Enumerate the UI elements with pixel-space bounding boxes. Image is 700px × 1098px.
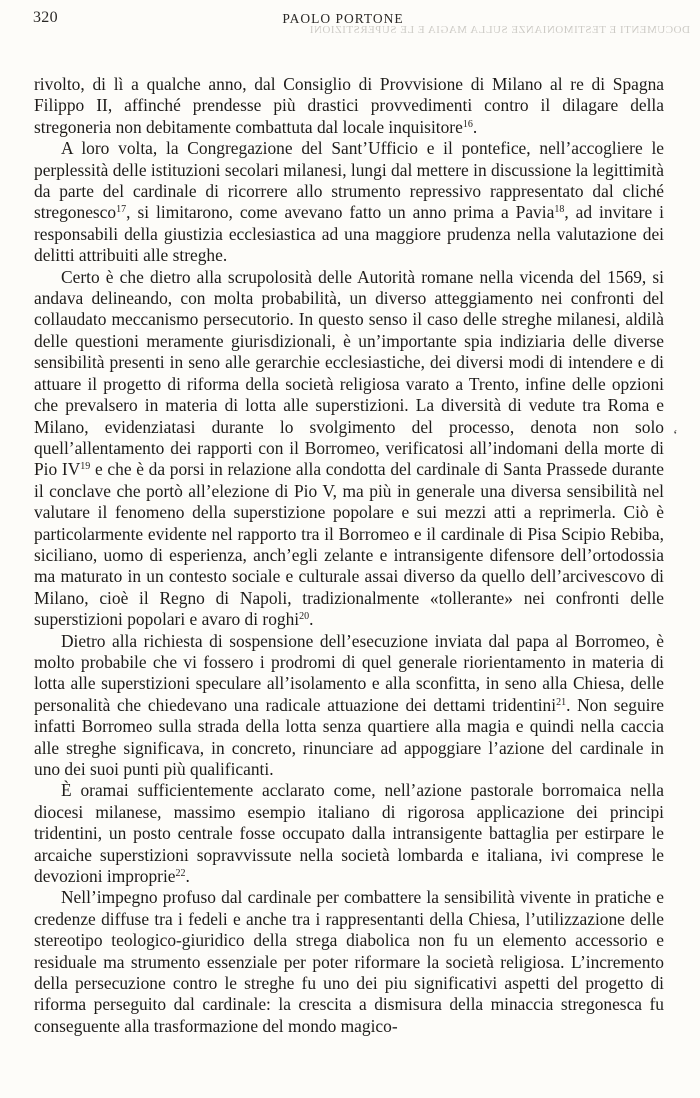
paragraph: [34, 780, 664, 887]
text-run: A loro volta, la Congregazione del Sant’Ufficio e il pontefice, nell’accogliere le perplessità delle istituzioni secolari milanesi, lungi dal mettere in discussione la legittimità da parte del cardinale di ricorrere allo strumento repressivo rappresentato dal cliché stregonesco: [34, 138, 664, 223]
text-run: . Non seguire infatti Borromeo sulla strada della lotta senza quartiere alla magia e quindi nella caccia alle streghe significava, in concreto, rinunciare ad appoggiare l’azione del cardinale in uno dei suoi punti più qualificanti.: [34, 694, 665, 779]
text-run: Dietro alla richiesta di sospensione dell’esecuzione inviata dal papa al Borromeo, è molto probabile che vi fossero i prodromi di quel generale riorientamento in materia di lotta alle superstizioni speculare all’isolamento e alla sconfitta, in seno alla Chiesa, delle personalità che chiedevano una radicale attuazione dei dettami tridentini: [34, 630, 664, 715]
text-run: .: [185, 866, 190, 887]
paragraph: [34, 267, 664, 631]
text-run: Certo è che dietro alla scrupolosità delle Autorità romane nella vicenda del 1569, si andava delineando, con molta probabilità, un diverso atteggiamento nei confronti del collaudato meccanismo persecutorio. In questo senso il caso delle streghe milanesi, aldilà delle questioni meramente giurisdizionali, è un’importante spia indiziaria delle diverse sensibilità presenti in seno alle gerarchie ecclesiastiche, dei diversi modi di intendere e di attuare il progetto di riforma della società religiosa varato a Trento, infine delle opzioni che prevalsero in materia di lotta alle superstizioni. La diversità di vedute tra Roma e Milano, evidenziatasi durante lo svolgimento del processo, denota non solo quell’allentamento dei rapporti con il Borromeo, verificatosi all’indomani della morte di Pio IV: [34, 266, 664, 480]
text-run: , ad invitare i responsabili della giustizia ecclesiastica ad una maggiore prudenza nella valutazione dei delitti attribuiti alle streghe.: [34, 202, 664, 266]
paragraph: [34, 631, 664, 781]
footnote-ref: 16: [462, 118, 473, 130]
text-run: e che è da porsi in relazione alla condotta del cardinale di Santa Prassede durante il conclave che portò all’elezione di Pio V, ma più in generale una diversa sensibilità nel valutare il fenomeno della superstizione popolare e sui mezzi atti a reprimerla. Ciò è particolarmente evidente nel rapporto tra il Borromeo e il cardinale di Pisa Scipio Rebiba, siciliano, uomo di esperienza, anch’egli zelante e intransigente difensore dell’ortodossia ma maturato in un contesto sociale e culturale assai diverso da quello dell’arcivescovo di Milano, cioè il Regno di Napoli, tradizionalmente «tollerante» nei confronti delle superstizioni popolari e avaro di roghi: [34, 459, 664, 630]
paragraph: [34, 74, 664, 138]
stray-mark: ʻ: [673, 428, 678, 443]
text-run: rivolto, di lì a qualche anno, dal Consiglio di Provvisione di Milano al re di Spagna Filippo II, affinché prendesse più drastici provvedimenti contro il dilagare della stregoneria non debitamente combattuta dal locale inquisitore: [34, 74, 664, 137]
running-head: PAOLO PORTONE: [282, 11, 404, 26]
footnote-ref: 20: [299, 611, 310, 623]
footnote-ref: 18: [554, 204, 565, 216]
text-run: È oramai sufficientemente acclarato come, nell’azione pastorale borromaica nella diocesi milanese, massimo esempio italiano di rigorosa applicazione dei principi tridentini, un posto centrale fosse occupato dalla intransigente battaglia per estirpare le arcaiche superstizioni sopravvissute nella società lombarda e italiana, ivi comprese le devozioni improprie: [34, 780, 664, 887]
text-run: .: [309, 609, 314, 630]
text-run: .: [472, 116, 478, 137]
body-text: [34, 74, 664, 1037]
footnote-ref: 21: [556, 696, 567, 708]
footnote-ref: 17: [116, 204, 127, 216]
paragraph: [34, 887, 664, 1037]
show-through-text: DOCUMENTI E TESTIMONIANZE SULLA MAGIA E LE SUPERSTIZIONI: [309, 24, 690, 36]
footnote-ref: 19: [80, 461, 91, 473]
paragraph: [34, 138, 664, 266]
text-run: , si limitarono, come avevano fatto un anno prima a Pavia: [126, 202, 555, 223]
text-run: Nell’impegno profuso dal cardinale per combattere la sensibilità vivente in pratiche e credenze diffuse tra i fedeli e anche tra i rappresentanti della Chiesa, l’utilizzazione delle stereotipo teologico-giuridico della strega diabolica non fu un elemento accessorio e residuale ma strumento essenziale per poter riformare la società religiosa. L’incremento della persecuzione contro le streghe fu uno dei piu significativi aspetti del progetto di riforma perseguito dal cardinale: la crescita a dismisura della minaccia stregonesca fu conseguente alla trasformazione del mondo magico-: [34, 887, 664, 1036]
footnote-ref: 22: [175, 868, 186, 880]
page-number: 320: [33, 9, 58, 26]
